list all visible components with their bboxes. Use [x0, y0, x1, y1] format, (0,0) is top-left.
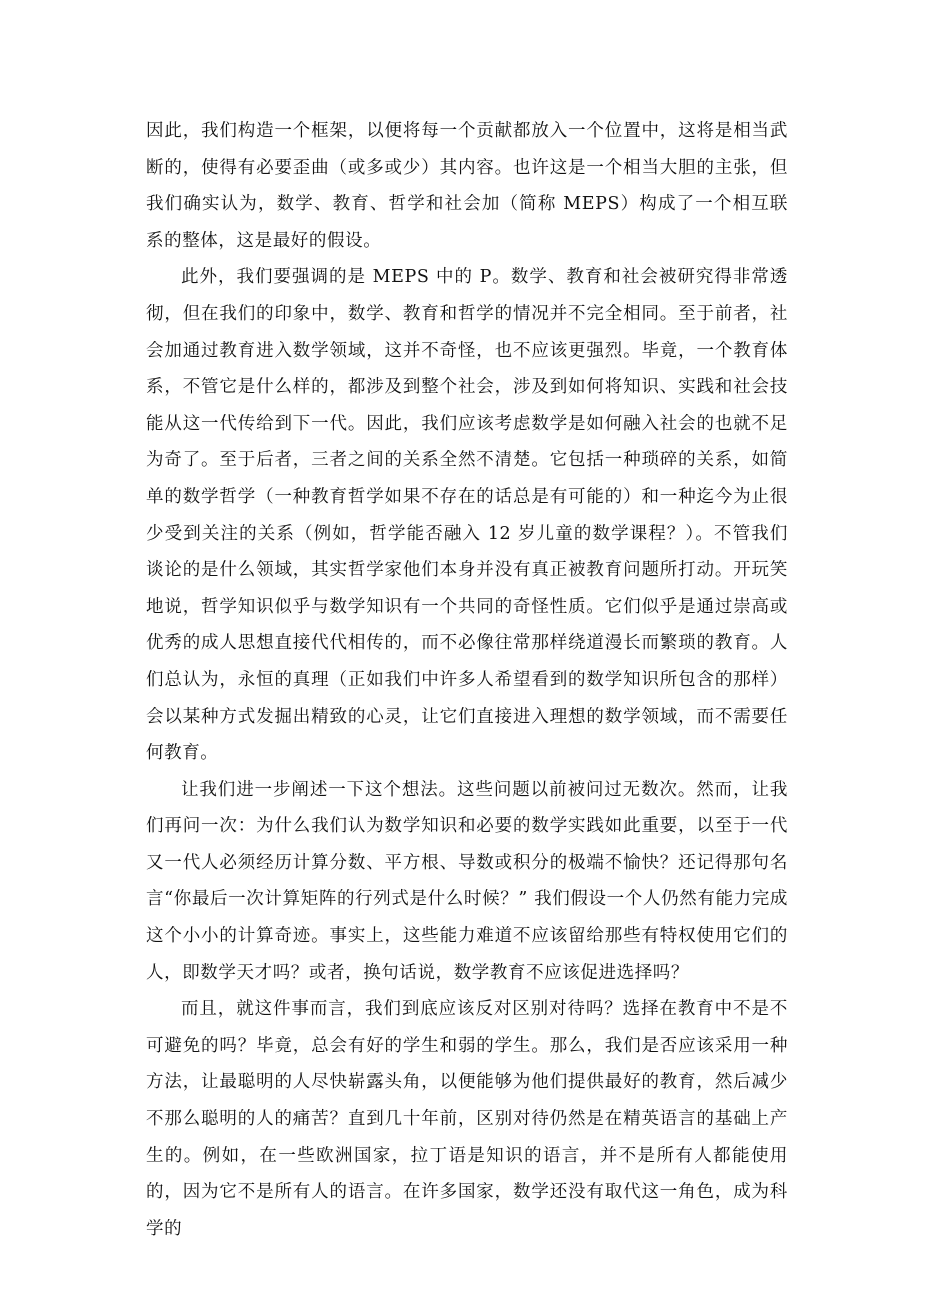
paragraph-4: 而且，就这件事而言，我们到底应该反对区别对待吗？选择在教育中不是不可避免的吗？毕竟，总会有好的学生和弱的学生。那么，我们是否应该采用一种方法，让最聪明的人尽快崭露头角，以便能够为他们提供最好的教育，然后减少不那么聪明的人的痛苦？直到几十年前，区别对待仍然是在精英语言的基础上产生的。例如，在一些欧洲国家，拉丁语是知识的语言，并不是所有人都能使用的，因为它不是所有人的语言。在许多国家，数学还没有取代这一角色，成为科学的	[146, 999, 788, 1239]
paragraph-3: 让我们进一步阐述一下这个想法。这些问题以前被问过无数次。然而，让我们再问一次：为什么我们认为数学知识和必要的数学实践如此重要，以至于一代又一代人必须经历计算分数、平方根、导数或积分的极端不愉快？还记得那句名言“你最后一次计算矩阵的行列式是什么时候？” 我们假设一个人仍然有能力完成这个小小的计算奇迹。事实上，这些能力难道不应该留给那些有特权使用它们的人，即数学天才吗？或者，换句话说，数学教育不应该促进选择吗？	[146, 779, 788, 983]
paragraph-1: 因此，我们构造一个框架，以便将每一个贡献都放入一个位置中，这将是相当武断的，使得有必要歪曲（或多或少）其内容。也许这是一个相当大胆的主张，但我们确实认为，数学、教育、哲学和社会加（简称 MEPS）构成了一个相互联系的整体，这是最好的假设。	[146, 121, 788, 251]
paragraph-2: 此外，我们要强调的是 MEPS 中的 P。数学、教育和社会被研究得非常透彻，但在我们的印象中，数学、教育和哲学的情况并不完全相同。至于前者，社会加通过教育进入数学领域，这并不奇怪，也不应该更强烈。毕竟，一个教育体系，不管它是什么样的，都涉及到整个社会，涉及到如何将知识、实践和社会技能从这一代传给到下一代。因此，我们应该考虑数学是如何融入社会的也就不足为奇了。至于后者，三者之间的关系全然不清楚。它包括一种琐碎的关系，如简单的数学哲学（一种教育哲学如果不存在的话总是有可能的）和一种迄今为止很少受到关注的关系（例如，哲学能否融入 12 岁儿童的数学课程？）。不管我们谈论的是什么领域，其实哲学家他们本身并没有真正被教育问题所打动。开玩笑地说，哲学知识似乎与数学知识有一个共同的奇怪性质。它们似乎是通过崇高或优秀的成人思想直接代代相传的，而不必像往常那样绕道漫长而繁琐的教育。人们总认为，永恒的真理（正如我们中许多人希望看到的数学知识所包含的那样）会以某种方式发掘出精致的心灵，让它们直接进入理想的数学领域，而不需要任何教育。	[146, 267, 788, 764]
body-text	[146, 113, 788, 1247]
